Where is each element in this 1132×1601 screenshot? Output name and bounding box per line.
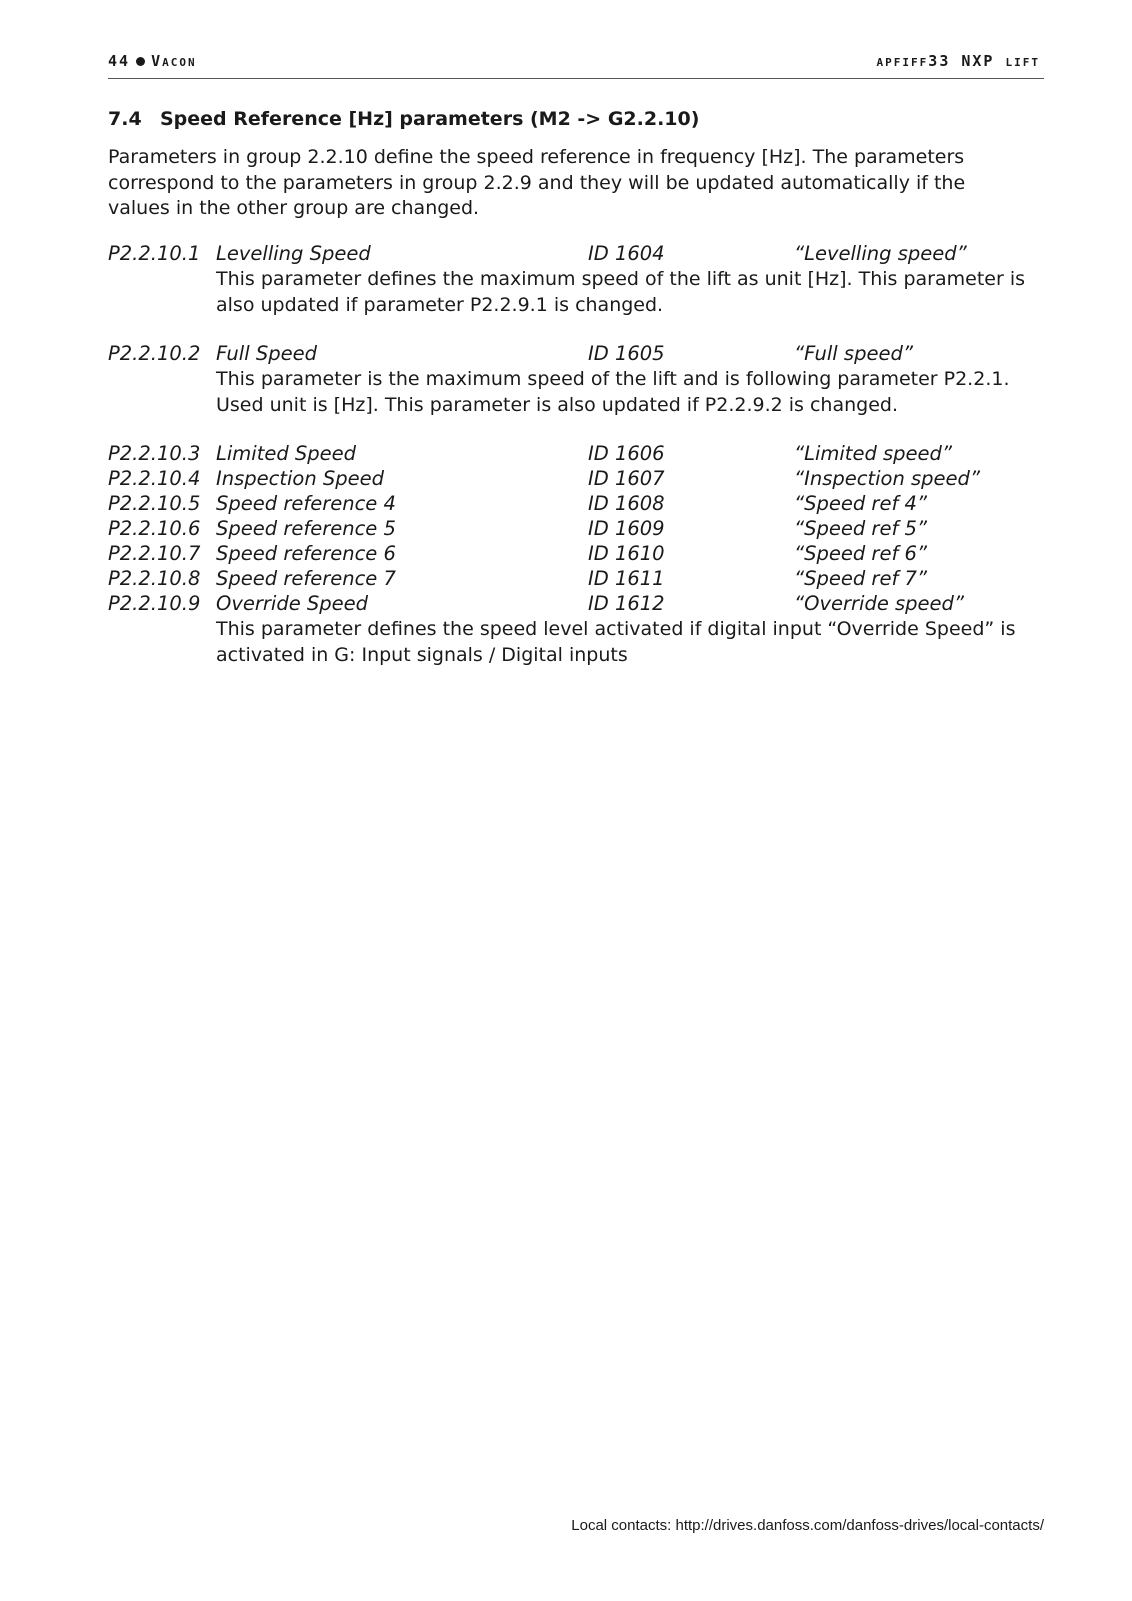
parameter-label: “Limited speed” (794, 442, 953, 465)
parameter-name: Full Speed (216, 342, 317, 365)
parameter-name: Speed reference 6 (216, 542, 396, 565)
parameter-name: Inspection Speed (216, 467, 385, 490)
parameter-description: This parameter is the maximum speed of the lift and is following parameter P2.2.1. Used unit is [Hz]. This parameter is also updated if P2.2.9.2 is changed. (216, 368, 1010, 416)
parameter-code: P2.2.10.3 (108, 442, 201, 465)
parameter-code: P2.2.10.8 (108, 567, 201, 590)
parameter-label: “Levelling speed” (794, 242, 967, 265)
parameter-id: ID 1606 (588, 442, 665, 465)
parameter-id: ID 1607 (588, 467, 665, 490)
parameter-name: Speed reference 5 (216, 517, 396, 540)
parameter-code: P2.2.10.6 (108, 517, 201, 540)
parameter-id: ID 1608 (588, 492, 665, 515)
parameter-id: ID 1610 (588, 542, 665, 565)
parameter-description: This parameter defines the maximum speed of the lift as unit [Hz]. This parameter is also updated if parameter P2.2.9.1 is changed. (216, 268, 1025, 316)
parameter-description: This parameter defines the speed level activated if digital input “Override Speed” is activated in G: Input signals / Digital inputs (216, 618, 1016, 666)
parameter-id: ID 1605 (588, 342, 665, 365)
parameter-label: “Override speed” (794, 592, 965, 615)
parameter-name: Speed reference 4 (216, 492, 396, 515)
parameter-label: “Speed ref 4” (794, 492, 928, 515)
parameter-code: P2.2.10.7 (108, 542, 201, 565)
header-left (108, 52, 197, 70)
section-heading (108, 108, 699, 130)
parameter-code: P2.2.10.4 (108, 467, 201, 490)
parameter-label: “Inspection speed” (794, 467, 981, 490)
parameter-name: Limited Speed (216, 442, 357, 465)
page-header (108, 52, 1044, 79)
parameter-label: “Speed ref 5” (794, 517, 928, 540)
parameter-code: P2.2.10.5 (108, 492, 201, 515)
page-number: 44 (108, 52, 131, 70)
parameter-id: ID 1611 (588, 567, 665, 590)
section-number: 7.4 (108, 108, 142, 130)
parameter-id: ID 1612 (588, 592, 665, 615)
document-title: apfiff33 NXP lift (876, 52, 1040, 70)
brand-name: Vacon (151, 52, 197, 70)
parameter-code: P2.2.10.2 (108, 342, 201, 365)
parameter-label: “Speed ref 7” (794, 567, 928, 590)
parameter-code: P2.2.10.1 (108, 242, 201, 265)
parameter-name: Override Speed (216, 592, 369, 615)
local-contacts-footer: Local contacts: http://drives.danfoss.com/danfoss-drives/local-contacts/ (571, 1517, 1044, 1534)
bullet-icon (136, 57, 145, 66)
parameter-id: ID 1609 (588, 517, 665, 540)
intro-paragraph: Parameters in group 2.2.10 define the speed reference in frequency [Hz]. The parameters correspond to the parameters in group 2.2.9 and they will be updated automatically if the values in the other group are changed. (108, 146, 966, 219)
parameter-name: Levelling Speed (216, 242, 371, 265)
parameter-label: “Full speed” (794, 342, 913, 365)
parameter-code: P2.2.10.9 (108, 592, 201, 615)
section-title: Speed Reference [Hz] parameters (M2 -> G2.2.10) (160, 108, 700, 130)
parameter-label: “Speed ref 6” (794, 542, 928, 565)
parameter-id: ID 1604 (588, 242, 665, 265)
parameter-name: Speed reference 7 (216, 567, 396, 590)
